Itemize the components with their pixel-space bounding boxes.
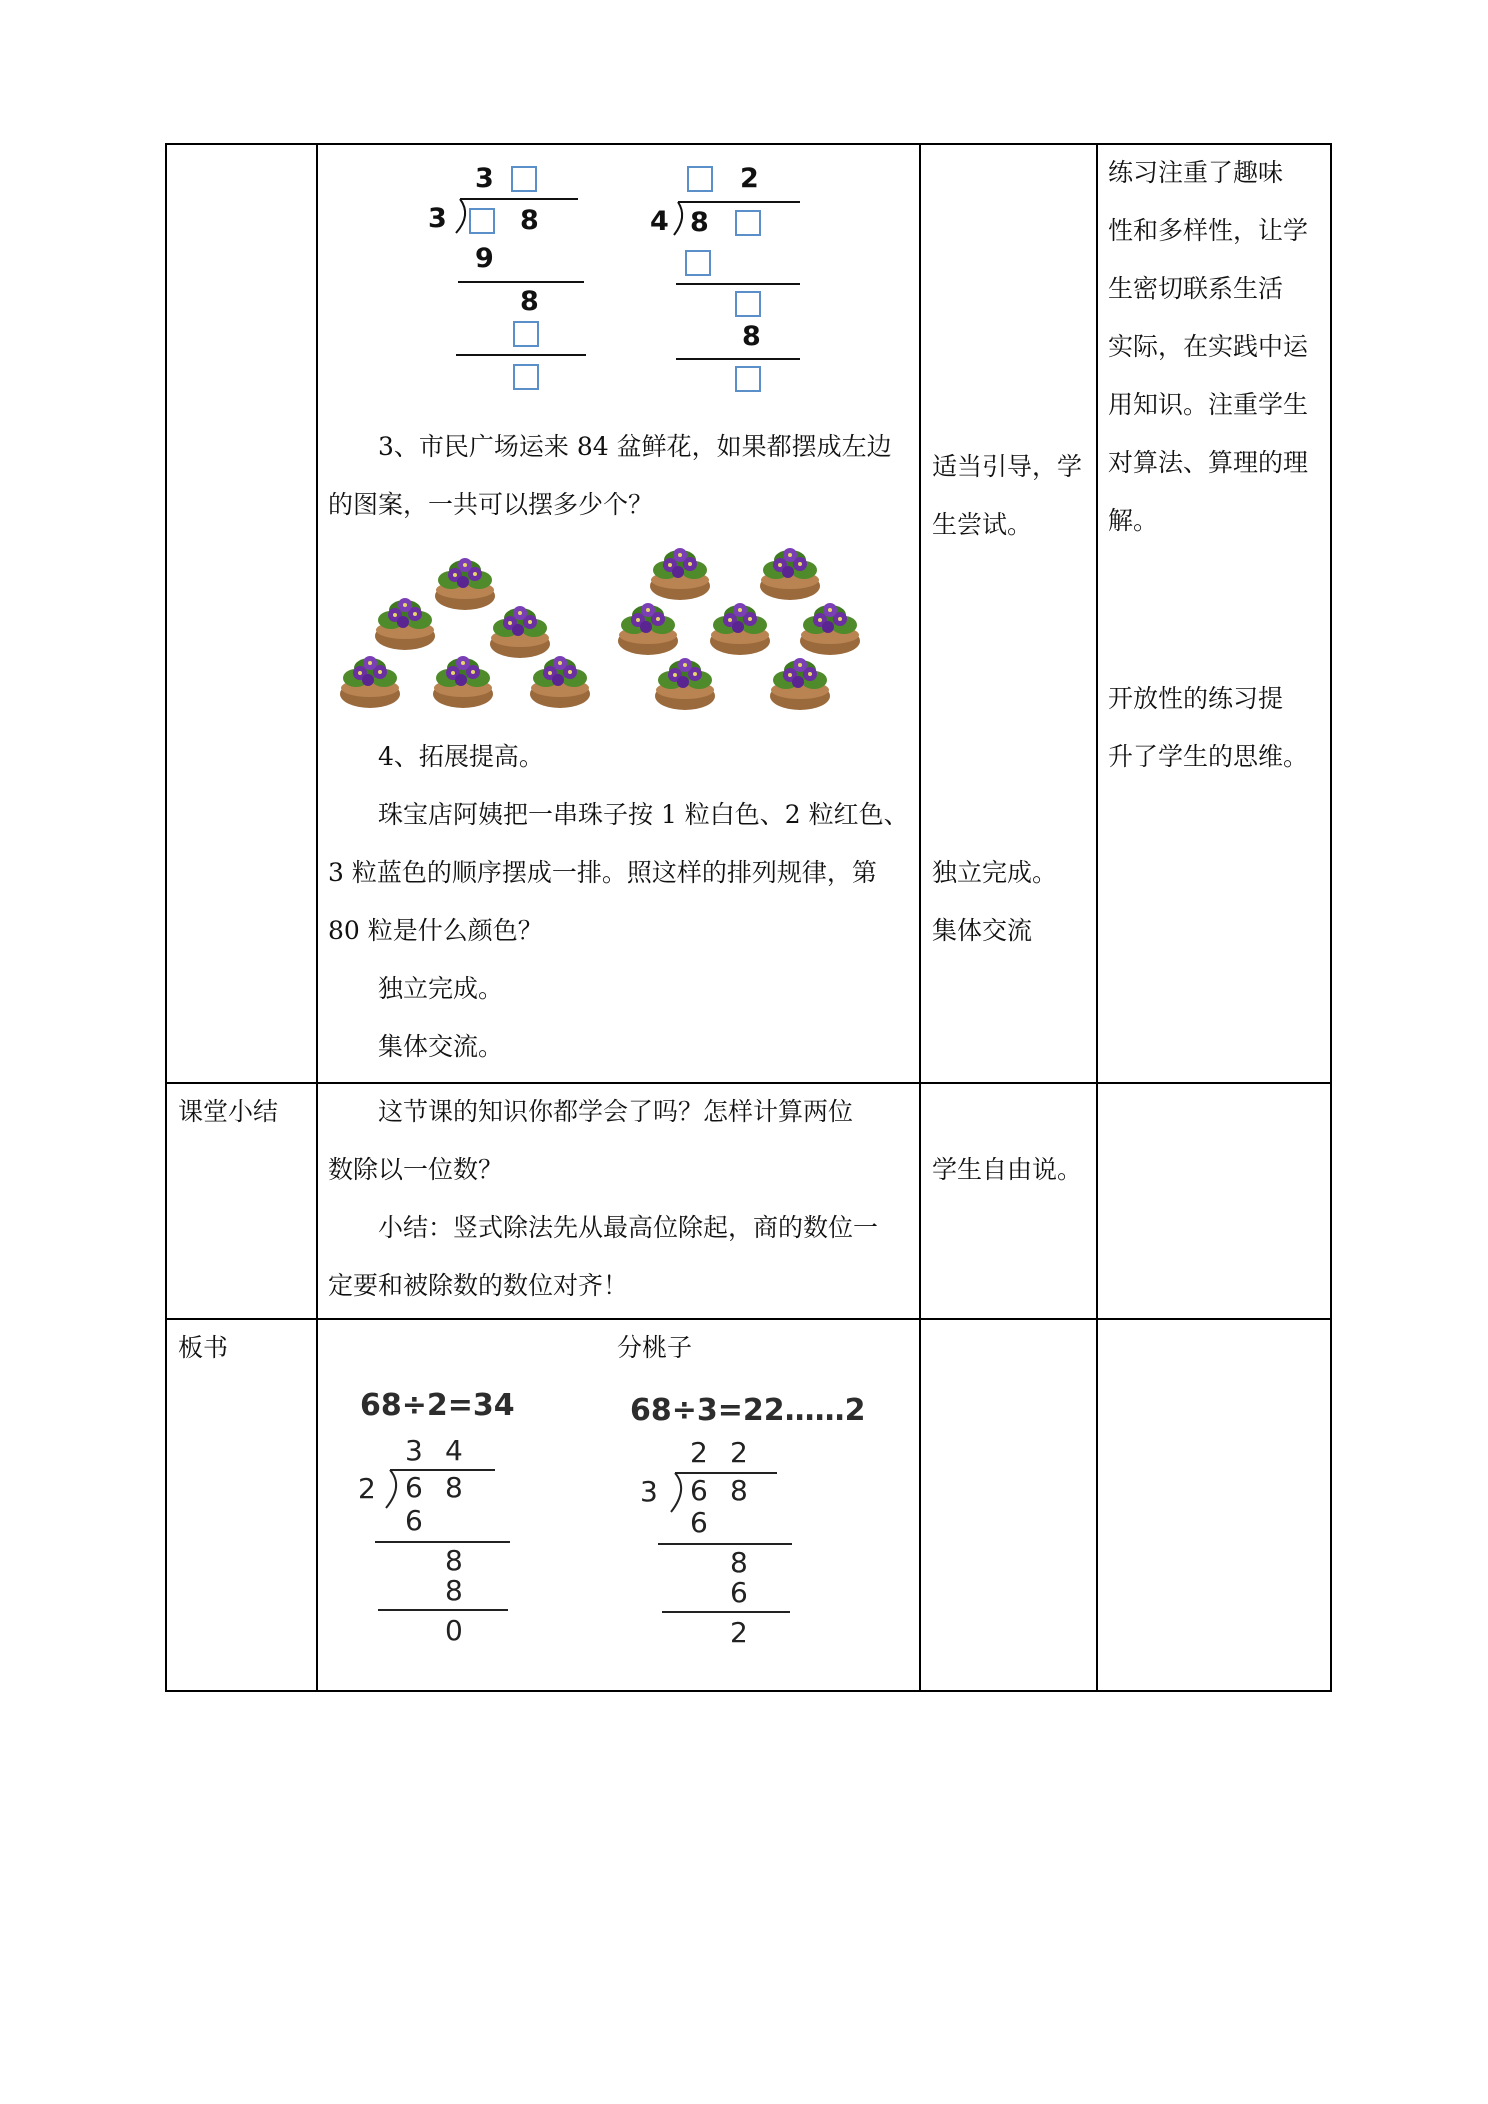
remainder-digit: 0 (445, 1614, 463, 1647)
note-line: 实际，在实践中运 (1108, 332, 1309, 361)
question-4-line-2: 3 粒蓝色的顺序摆成一排。照这样的排列规律，第 (328, 858, 877, 887)
table-right-border (1330, 143, 1332, 1691)
summary-line: 定要和被除数的数位对齐！ (328, 1271, 629, 1300)
question-3-line-1: 3、市民广场运来 84 盆鲜花，如果都摆成左边 (378, 432, 892, 461)
col-divider-2 (919, 143, 921, 1691)
guide-line-1: 适当引导，学 (932, 452, 1083, 481)
design-note-2 (1108, 670, 1328, 786)
table-left-border (165, 143, 167, 1691)
flower-pot (650, 548, 710, 600)
note-line: 开放性的练习提 (1108, 684, 1284, 713)
question-3 (328, 418, 913, 534)
question-4 (328, 728, 913, 1076)
divisor-digit: 4 (650, 206, 669, 237)
summary-content (328, 1083, 913, 1315)
quotient-digit: 4 (445, 1434, 463, 1467)
blank-box[interactable] (736, 367, 760, 391)
step-digit: 8 (520, 286, 539, 317)
flower-pot (435, 558, 495, 610)
dividend-digit: 6 (690, 1474, 708, 1507)
blank-box[interactable] (514, 322, 538, 346)
long-division-1 (358, 1434, 510, 1647)
board-long-divisions (340, 1380, 900, 1650)
step-digit: 8 (445, 1574, 463, 1607)
row-divider-2 (165, 1318, 1332, 1320)
summary-line: 数除以一位数？ (328, 1155, 504, 1184)
dividend-digit: 8 (520, 205, 539, 236)
question-4-independent: 独立完成。 (378, 974, 504, 1003)
flower-pot (800, 603, 860, 655)
note-line: 用知识。注重学生 (1108, 390, 1309, 419)
note-line: 解。 (1108, 506, 1159, 535)
quotient-digit: 3 (475, 163, 494, 194)
blank-box[interactable] (688, 167, 712, 191)
question-3-line-2: 的图案，一共可以摆多少个？ (328, 490, 654, 519)
step-digit: 9 (475, 243, 494, 274)
step-digit: 8 (742, 321, 761, 352)
col-divider-3 (1096, 143, 1098, 1691)
row-label-board: 板书 (178, 1333, 229, 1362)
quotient-digit: 2 (690, 1436, 708, 1469)
blank-box[interactable] (686, 251, 710, 275)
blank-box[interactable] (736, 292, 760, 316)
long-division-2 (640, 1436, 792, 1649)
blank-box[interactable] (512, 167, 536, 191)
flower-pot (770, 658, 830, 710)
flower-pot (340, 656, 400, 708)
division-exercise-a (428, 163, 586, 389)
note-line: 升了学生的思维。 (1108, 742, 1309, 771)
step-digit: 6 (730, 1576, 748, 1609)
note-line: 对算法、算理的理 (1108, 448, 1309, 477)
step-digit: 6 (690, 1506, 708, 1539)
divisor-digit: 3 (640, 1475, 658, 1508)
question-4-title: 4、拓展提高。 (378, 742, 544, 771)
equation-2: 68÷3=22……2 (630, 1393, 866, 1428)
board-title: 分桃子 (617, 1333, 693, 1362)
summary-line: 这节课的知识你都学会了吗？怎样计算两位 (378, 1097, 854, 1126)
flower-pot (618, 603, 678, 655)
blank-box[interactable] (514, 365, 538, 389)
quotient-digit: 2 (740, 163, 759, 194)
equation-1: 68÷2=34 (360, 1388, 515, 1423)
question-4-line-1: 珠宝店阿姨把一串珠子按 1 粒白色、2 粒红色、 (378, 800, 909, 829)
remainder-digit: 2 (730, 1616, 748, 1649)
note-line: 生密切联系生活 (1108, 274, 1284, 303)
flower-pot (710, 603, 770, 655)
flower-pot (375, 598, 435, 650)
divisor-digit: 3 (428, 203, 447, 234)
step-digit: 6 (405, 1504, 423, 1537)
col-divider-1 (316, 143, 318, 1691)
col3-independent: 独立完成。 (932, 858, 1058, 887)
divisor-digit: 2 (358, 1472, 376, 1505)
question-4-exchange: 集体交流。 (378, 1032, 504, 1061)
flower-pot (490, 606, 550, 658)
flower-pot (760, 548, 820, 600)
design-note-1 (1108, 144, 1328, 550)
summary-line: 小结：竖式除法先从最高位除起，商的数位一 (378, 1213, 879, 1242)
table-bottom-border (165, 1690, 1332, 1692)
flower-pot-pattern (330, 538, 870, 723)
student-activity-q4 (932, 844, 1092, 960)
quotient-digit: 2 (730, 1436, 748, 1469)
guide-line-2: 生尝试。 (932, 510, 1033, 539)
flower-pot (655, 658, 715, 710)
dividend-digit: 8 (690, 207, 709, 238)
blank-box[interactable] (470, 209, 494, 233)
col3-exchange: 集体交流 (932, 916, 1033, 945)
flower-pot (530, 656, 590, 708)
note-line: 练习注重了趣味 (1108, 158, 1284, 187)
student-activity-guide (932, 438, 1092, 554)
division-exercise-b (650, 163, 800, 391)
note-line: 性和多样性，让学 (1108, 216, 1309, 245)
flower-pot (433, 656, 493, 708)
dividend-digit: 8 (730, 1474, 748, 1507)
question-4-line-3: 80 粒是什么颜色？ (328, 916, 543, 945)
fill-in-division-exercises (420, 155, 820, 405)
dividend-digit: 8 (445, 1471, 463, 1504)
quotient-digit: 3 (405, 1434, 423, 1467)
student-free-talk: 学生自由说。 (932, 1155, 1083, 1184)
step-digit: 8 (445, 1544, 463, 1577)
step-digit: 8 (730, 1546, 748, 1579)
row-label-summary: 课堂小结 (178, 1097, 279, 1126)
blank-box[interactable] (736, 211, 760, 235)
dividend-digit: 6 (405, 1471, 423, 1504)
